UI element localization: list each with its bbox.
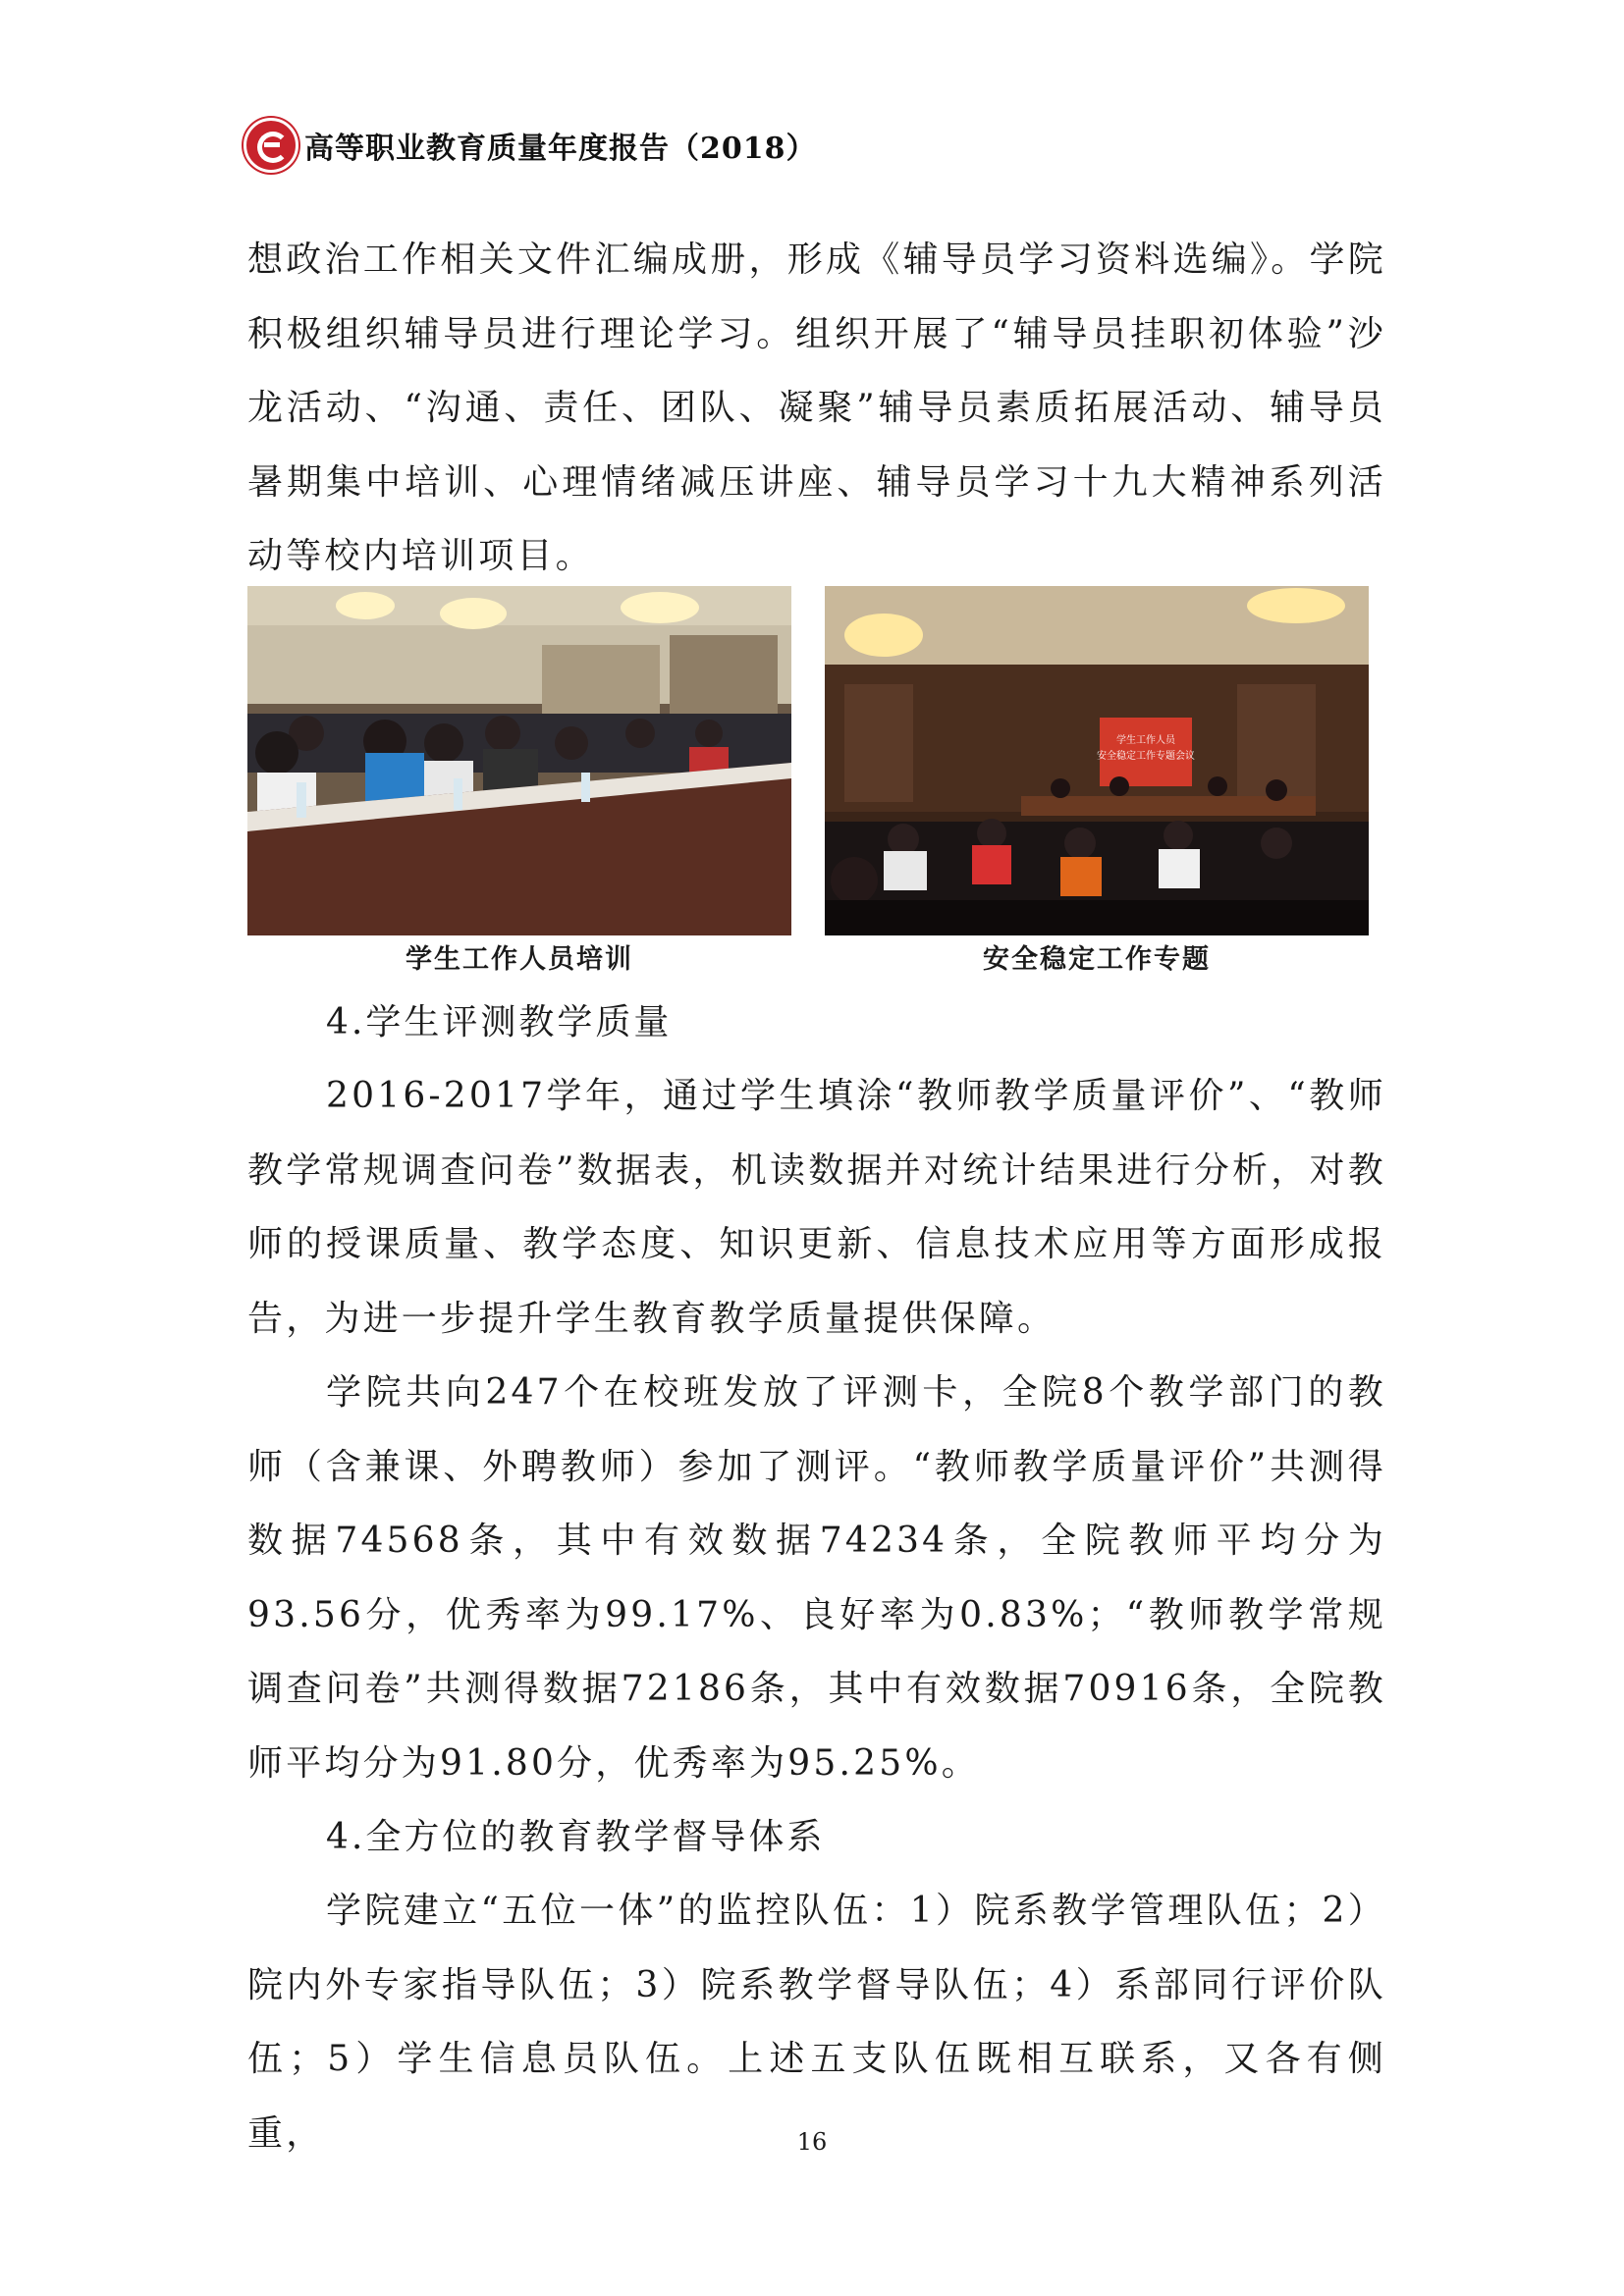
college-logo-icon — [244, 118, 298, 173]
body-paragraph: 2016-2017学年，通过学生填涂“教师教学质量评价”、“教师教学常规调查问卷”数据表，机读数据并对统计结果进行分析，对教师的授课质量、教学态度、知识更新、信息技术应用等方面形成报告，为进一步提升学生教育教学质量提供保障。 — [247, 1076, 1386, 1339]
photo-caption: 学生工作人员培训 — [406, 944, 633, 975]
svg-text:安全稳定工作专题会议: 安全稳定工作专题会议 — [1097, 751, 1195, 762]
svg-text:学生工作人员: 学生工作人员 — [1116, 735, 1175, 746]
page-header — [244, 116, 817, 175]
section-heading: 4.全方位的教育教学督导体系 — [326, 1817, 826, 1857]
page-number: 16 — [796, 2128, 828, 2156]
training-photo — [247, 586, 791, 935]
body-paragraph: 学院建立“五位一体”的监控队伍：1）院系教学管理队伍；2）院内外专家指导队伍；3）院系教学督导队伍；4）系部同行评价队伍；5）学生信息员队伍。上述五支队伍既相互联系，又各有侧重， — [247, 1891, 1386, 2154]
report-title: 高等职业教育质量年度报告（2018） — [304, 132, 817, 166]
section-heading: 4.学生评测教学质量 — [326, 1002, 673, 1042]
intro-paragraph: 想政治工作相关文件汇编成册，形成《辅导员学习资料选编》。学院积极组织辅导员进行理论学习。组织开展了“辅导员挂职初体验”沙龙活动、“沟通、责任、团队、凝聚”辅导员素质拓展活动、辅导员暑期集中培训、心理情绪减压讲座、辅导员学习十九大精神系列活动等校内培训项目。 — [247, 240, 1386, 576]
photo-caption: 安全稳定工作专题 — [983, 944, 1211, 975]
safety-meeting-photo — [825, 586, 1369, 935]
body-paragraph: 学院共向247个在校班发放了评测卡，全院8个教学部门的教师（含兼课、外聘教师）参加了测评。“教师教学质量评价”共测得数据74568条，其中有效数据74234条，全院教师平均分为93.56分，优秀率为99.17%、良好率为0.83%；“教师教学常规调查问卷”共测得数据72186条，其中有效数据70916条，全院教师平均分为91.80分，优秀率为95.25%。 — [247, 1372, 1386, 1784]
